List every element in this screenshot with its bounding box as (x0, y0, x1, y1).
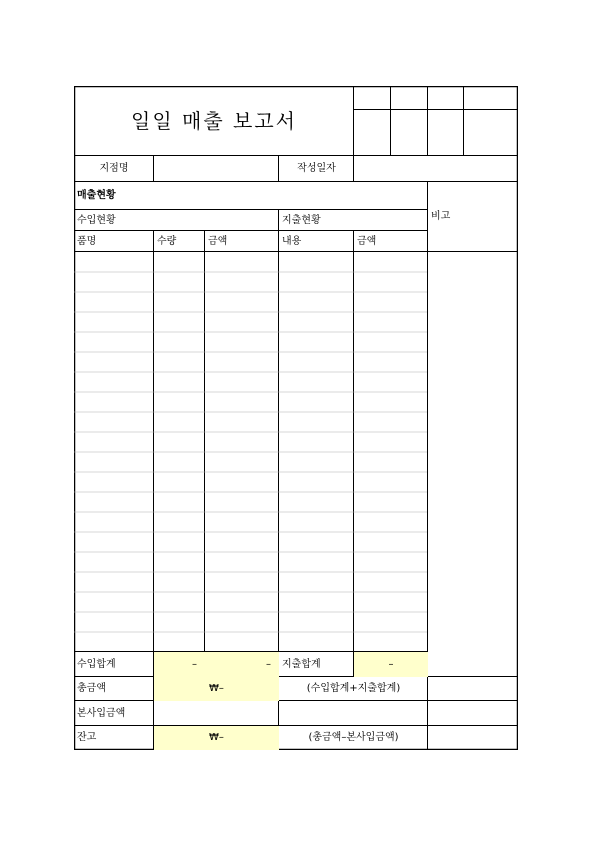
grand-total-formula: (수입합계+지출합계) (306, 683, 401, 694)
page-title: 일일 매출 보고서 (131, 109, 297, 133)
grand-total-value[interactable]: ₩– (154, 677, 279, 701)
remarks-heading: 비고 (431, 211, 451, 222)
column-content: 내용 (282, 235, 302, 247)
income-total-quantity[interactable]: – (154, 652, 205, 677)
column-item: 품명 (77, 235, 97, 247)
daily-sales-report-form (74, 86, 518, 750)
expense-total-label: 지출합계 (282, 658, 321, 670)
balance-value[interactable]: ₩– (154, 726, 279, 750)
column-income-amount: 금액 (208, 235, 228, 247)
income-total-label: 수입합계 (77, 658, 116, 670)
column-expense-amount: 금액 (357, 235, 377, 247)
income-total-amount[interactable]: – (205, 652, 279, 677)
column-quantity: 수량 (157, 235, 177, 247)
balance-formula: (총금액–본사입금액) (308, 732, 399, 743)
date-input[interactable] (354, 156, 518, 182)
income-status-heading: 수입현황 (77, 214, 116, 226)
branch-label: 지점명 (99, 163, 129, 174)
expense-status-heading: 지출현황 (282, 214, 321, 226)
hq-deposit-label: 본사입금액 (77, 707, 126, 719)
date-label: 작성일자 (297, 163, 336, 174)
sales-status-heading: 매출현황 (77, 190, 116, 201)
expense-total-amount[interactable]: – (354, 652, 428, 677)
hq-deposit-input[interactable] (154, 701, 279, 726)
balance-label: 잔고 (77, 732, 97, 743)
branch-input[interactable] (154, 156, 279, 182)
grand-total-label: 총금액 (77, 683, 106, 694)
